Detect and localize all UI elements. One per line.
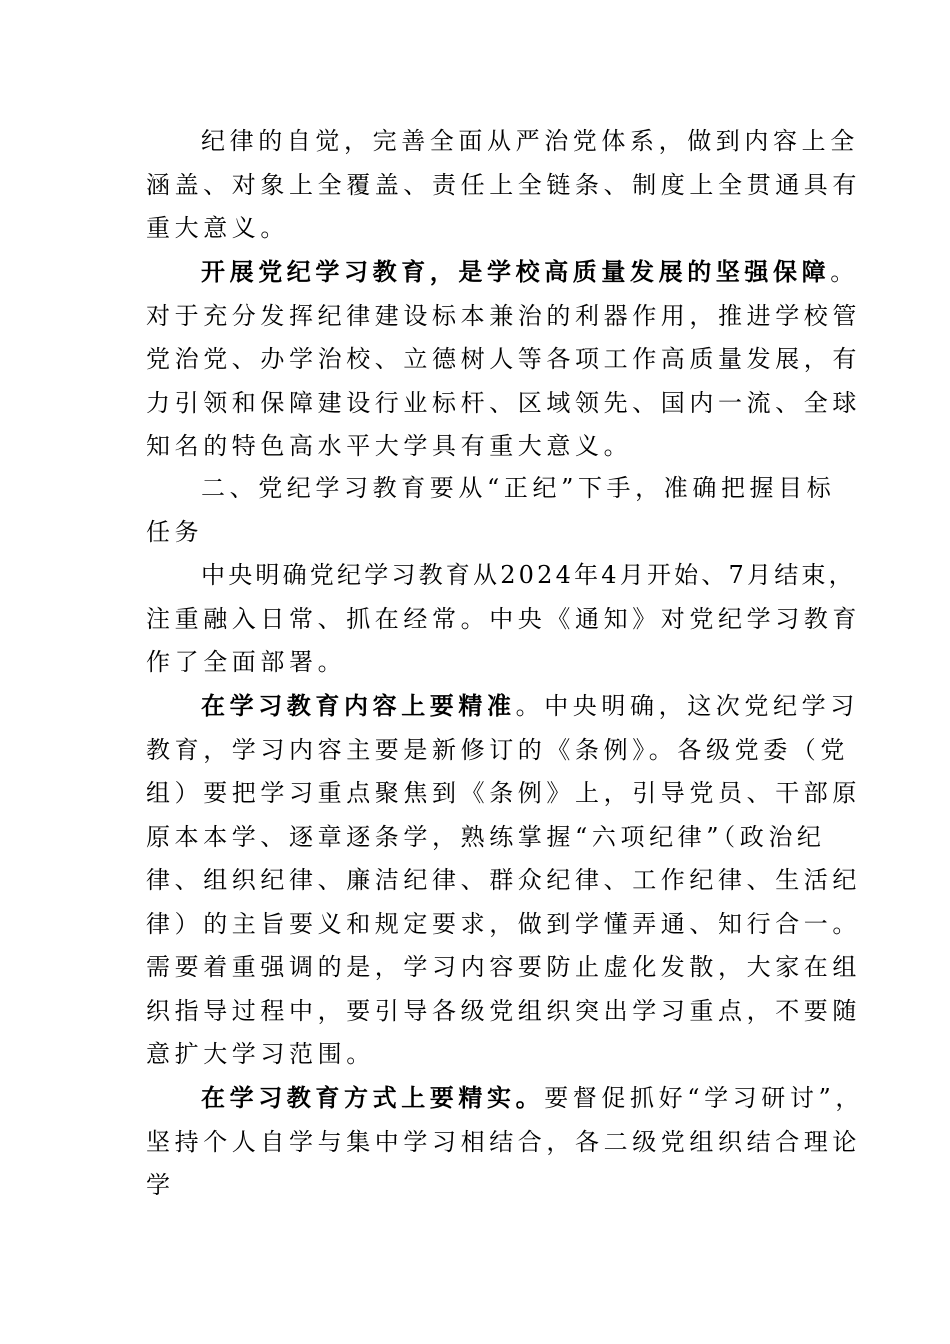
text-line: 律、组织纪律、廉洁纪律、群众纪律、工作纪律、生活纪 <box>146 866 861 894</box>
text-line: 意扩大学习范围。 <box>146 1040 375 1068</box>
paragraph-method-precision <box>146 1076 864 1208</box>
text-line: 对于充分发挥纪律建设标本兼治的利器作用，推进学校管 <box>146 301 861 330</box>
text-line: 律）的主旨要义和规定要求，做到学懂弄通、知行合一。 <box>146 909 861 938</box>
text-line: 任务 <box>146 517 204 546</box>
paragraph-content-precision <box>146 684 861 1077</box>
text-line: 需要着重强调的是，学习内容要防止虚化发散，大家在组 <box>146 953 861 981</box>
text-line: 知名的特色高水平大学具有重大意义。 <box>146 432 633 460</box>
text-line: 力引领和保障建设行业标杆、区域领先、国内一流、全球 <box>146 388 861 417</box>
text-line: 原本本学、逐章逐条学，熟练掌握“六项纪律”（政治纪 <box>146 822 826 851</box>
text-fragment: 。中央明确，这次党纪学习 <box>515 692 859 720</box>
text-line: 作了全面部署。 <box>146 648 347 676</box>
text-line: 党治党、办学治校、立德树人等各项工作高质量发展，有 <box>146 345 861 373</box>
text-line: 教育，学习内容主要是新修订的《条例》。各级党委（党 <box>146 735 849 764</box>
text-line: 二、党纪学习教育要从“正纪”下手，准确把握目标 <box>201 474 836 502</box>
text-line: 学 <box>146 1171 175 1199</box>
paragraph-central-timeline <box>146 554 861 685</box>
text-line <box>146 1076 864 1121</box>
paragraph-continuation <box>146 120 861 251</box>
section-heading <box>146 467 835 554</box>
text-line <box>146 684 861 729</box>
text-line: 织指导过程中，要引导各级党组织突出学习重点，不要随 <box>146 996 861 1025</box>
paragraph-heading-bold: 在学习教育内容上要精准 <box>201 691 516 720</box>
text-fragment: 要督促抓好“学习研讨”， <box>544 1084 864 1112</box>
text-fragment: 。 <box>830 258 859 286</box>
paragraph-party-discipline-guarantee <box>146 250 861 469</box>
text-line: 重大意义。 <box>146 214 289 242</box>
paragraph-heading-bold: 开展党纪学习教育，是学校高质量发展的坚强保障 <box>201 257 831 286</box>
text-line: 坚持个人自学与集中学习相结合，各二级党组织结合理论 <box>146 1127 861 1156</box>
text-line: 注重融入日常、抓在经常。中央《通知》对党纪学习教育 <box>146 604 861 633</box>
text-line: 涵盖、对象上全覆盖、责任上全链条、制度上全贯通具有 <box>146 170 861 199</box>
text-line <box>146 250 861 295</box>
text-line: 纪律的自觉，完善全面从严治党体系，做到内容上全 <box>201 127 859 155</box>
paragraph-heading-bold: 在学习教育方式上要精实。 <box>201 1083 545 1112</box>
text-line: 组）要把学习重点聚焦到《条例》上，引导党员、干部原 <box>146 779 861 807</box>
text-line: 中央明确党纪学习教育从2024年4月开始、7月结束， <box>201 561 856 589</box>
